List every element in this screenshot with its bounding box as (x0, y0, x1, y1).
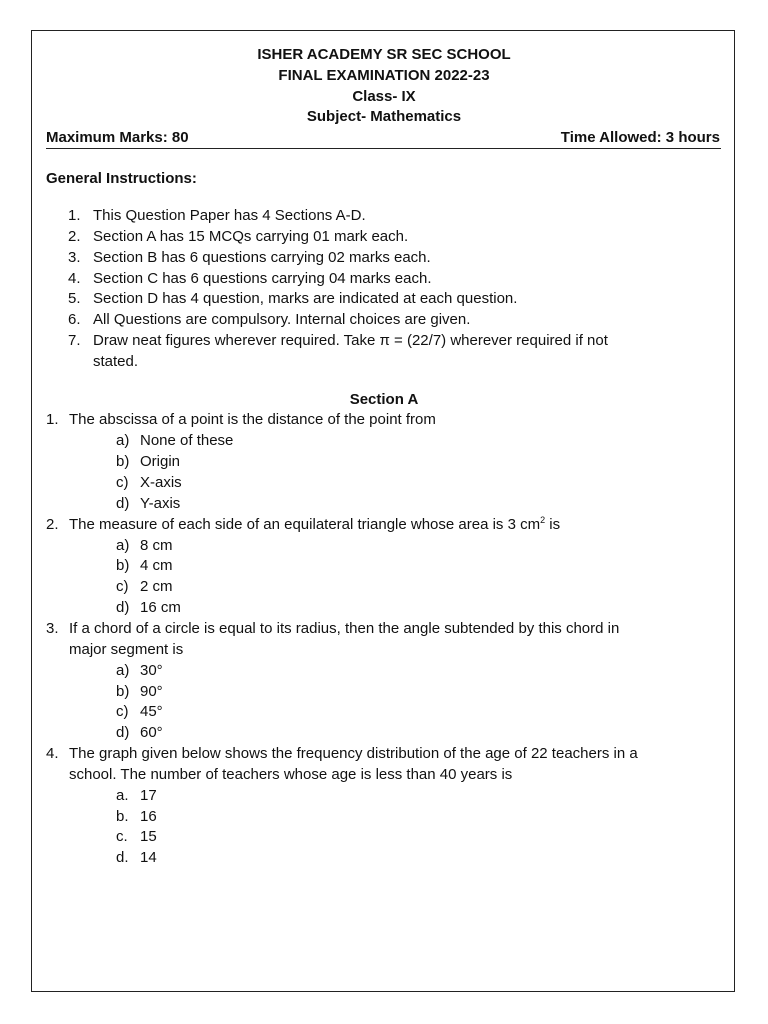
question-1: 1. The abscissa of a point is the distance of the point from (46, 411, 436, 428)
instruction-item: 5. Section D has 4 question, marks are indicated at each question. (68, 290, 518, 307)
question-3-continuation: major segment is (69, 641, 184, 658)
option: a) 8 cm (116, 537, 173, 554)
instruction-item-continuation: stated. (93, 353, 139, 370)
instruction-item: 1. This Question Paper has 4 Sections A-D. (68, 207, 366, 224)
exam-paper-page (31, 30, 735, 992)
option: b) 4 cm (116, 557, 173, 574)
option: b. 16 (116, 808, 157, 825)
section-a-heading: Section A (349, 391, 419, 408)
instruction-item: 3. Section B has 6 questions carrying 02 marks each. (68, 249, 431, 266)
option: c. 15 (116, 828, 157, 845)
option: b) 90° (116, 683, 163, 700)
option: d) 16 cm (116, 599, 181, 616)
option: d) 60° (116, 724, 163, 741)
superscript: 2 (540, 515, 546, 525)
question-2: 2. The measure of each side of an equilateral triangle whose area is 3 $cm^2$ is (46, 515, 561, 533)
instruction-item: 4. Section C has 6 questions carrying 04 marks each. (68, 270, 432, 287)
exam-title: FINAL EXAMINATION 2022-23 (278, 67, 490, 84)
max-marks: Maximum Marks: 80 (46, 129, 189, 146)
subject-label: Subject- Mathematics (306, 108, 462, 125)
option: c) 2 cm (116, 578, 173, 595)
option: a) None of these (116, 432, 234, 449)
instruction-item: 6. All Questions are compulsory. Internal choices are given. (68, 311, 471, 328)
option: a. 17 (116, 787, 157, 804)
instruction-item: 2. Section A has 15 MCQs carrying 01 mark each. (68, 228, 409, 245)
question-3: 3. If a chord of a circle is equal to its radius, then the angle subtended by this chord in (46, 620, 620, 637)
option: c) X-axis (116, 474, 182, 491)
option: d. 14 (116, 849, 157, 866)
instructions-heading: General Instructions: (46, 170, 197, 187)
time-allowed: Time Allowed: 3 hours (560, 129, 720, 146)
question-4-continuation: school. The number of teachers whose age is less than 40 years is (69, 766, 513, 783)
instruction-item: 7. Draw neat figures wherever required. Take π = (22/7) wherever required if not (68, 332, 608, 349)
school-name: ISHER ACADEMY SR SEC SCHOOL (257, 46, 511, 63)
header-divider (46, 148, 721, 149)
question-4: 4. The graph given below shows the frequency distribution of the age of 22 teachers in a (46, 745, 638, 762)
option: a) 30° (116, 662, 163, 679)
option: b) Origin (116, 453, 181, 470)
class-label: Class- IX (352, 88, 416, 105)
option: d) Y-axis (116, 495, 181, 512)
option: c) 45° (116, 703, 163, 720)
